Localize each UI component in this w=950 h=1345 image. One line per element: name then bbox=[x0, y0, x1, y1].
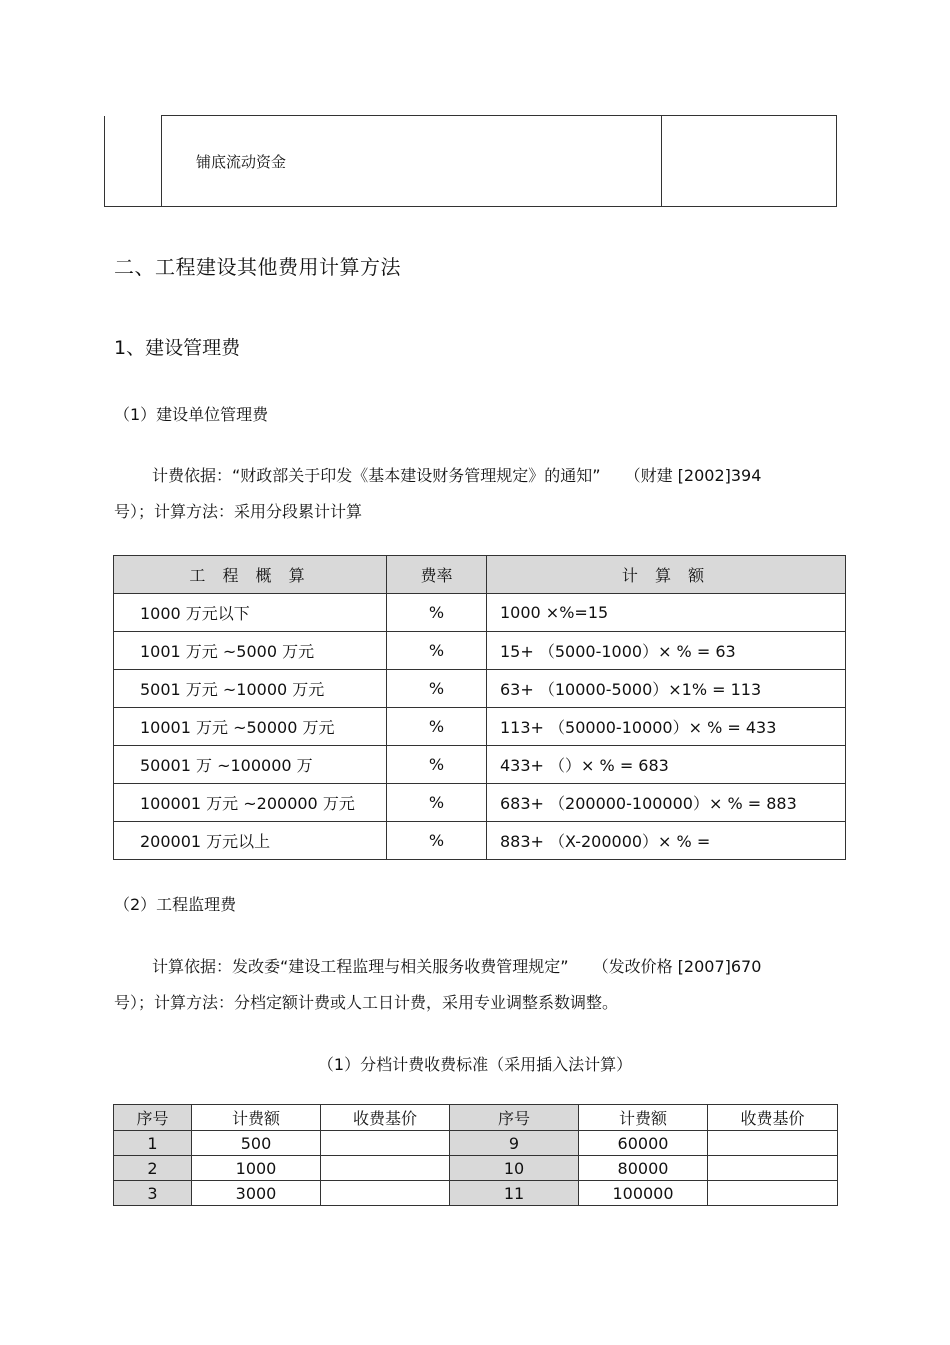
basis2-line2: 号）；计算方法：分档定额计费或人工日计费，采用专业调整系数调整。 bbox=[114, 993, 619, 1012]
fee-base bbox=[321, 1156, 450, 1181]
rate-amount: 433+ （）× % = 683 bbox=[487, 746, 846, 784]
rate-range: 50001 万 ~100000 万 bbox=[114, 746, 387, 784]
rate-value: % bbox=[387, 670, 487, 708]
rate-amount: 683+ （200000-100000）× % = 883 bbox=[487, 784, 846, 822]
fee-no: 1 bbox=[114, 1131, 192, 1156]
rate-value: % bbox=[387, 784, 487, 822]
fee-header-base: 收费基价 bbox=[321, 1105, 450, 1131]
table-row bbox=[114, 822, 846, 860]
fee-no: 11 bbox=[450, 1181, 579, 1206]
basis2-paragraph bbox=[114, 949, 834, 1021]
rate-amount: 113+ （50000-10000）× % = 433 bbox=[487, 708, 846, 746]
table-row bbox=[114, 784, 846, 822]
top-table-label-cell bbox=[162, 116, 662, 207]
sub1-title: （1）建设单位管理费 bbox=[114, 405, 269, 424]
rate-header-rate: 费率 bbox=[387, 556, 487, 594]
fee-header-no: 序号 bbox=[450, 1105, 579, 1131]
fee-base bbox=[321, 1181, 450, 1206]
rate-value: % bbox=[387, 822, 487, 860]
fee-header-base: 收费基价 bbox=[708, 1105, 838, 1131]
rate-range: 1000 万元以下 bbox=[114, 594, 387, 632]
fee-header-amount: 计费额 bbox=[192, 1105, 321, 1131]
top-table-index-cell bbox=[105, 116, 162, 207]
fee-base bbox=[708, 1131, 838, 1156]
section2-title: 二、工程建设其他费用计算方法 bbox=[114, 255, 401, 279]
rate-amount: 1000 ×%=15 bbox=[487, 594, 846, 632]
table-row bbox=[114, 594, 846, 632]
fee-base bbox=[708, 1181, 838, 1206]
rate-range: 5001 万元 ~10000 万元 bbox=[114, 670, 387, 708]
fee-table-header-row bbox=[114, 1105, 838, 1131]
fee-no: 10 bbox=[450, 1156, 579, 1181]
rate-table-header-row bbox=[114, 556, 846, 594]
sub2-title: （2）工程监理费 bbox=[114, 895, 237, 914]
rate-table bbox=[113, 555, 846, 860]
rate-range: 10001 万元 ~50000 万元 bbox=[114, 708, 387, 746]
table-row bbox=[114, 1131, 838, 1156]
table-row bbox=[114, 746, 846, 784]
rate-amount: 883+ （X-200000）× % = bbox=[487, 822, 846, 860]
fee-table bbox=[113, 1104, 838, 1206]
fee-amount: 500 bbox=[192, 1131, 321, 1156]
fee-amount: 60000 bbox=[579, 1131, 708, 1156]
fee-no: 2 bbox=[114, 1156, 192, 1181]
rate-value: % bbox=[387, 632, 487, 670]
table-row bbox=[114, 1181, 838, 1206]
rate-range: 1001 万元 ~5000 万元 bbox=[114, 632, 387, 670]
fee-no: 9 bbox=[450, 1131, 579, 1156]
rate-value: % bbox=[387, 708, 487, 746]
basis2-line1: 计算依据：发改委“建设工程监理与相关服务收费管理规定” （发改价格 [2007]670 bbox=[152, 957, 762, 976]
rate-range: 200001 万元以上 bbox=[114, 822, 387, 860]
table-row bbox=[114, 1156, 838, 1181]
item1-title: 1、建设管理费 bbox=[114, 337, 241, 359]
basis1-paragraph bbox=[114, 458, 834, 530]
rate-header-amount: 计 算 额 bbox=[487, 556, 846, 594]
fee-no: 3 bbox=[114, 1181, 192, 1206]
fee-table-caption: （1）分档计费收费标准（采用插入法计算） bbox=[317, 1055, 633, 1074]
basis1-line2: 号）；计算方法：采用分段累计计算 bbox=[114, 502, 363, 521]
fee-amount: 1000 bbox=[192, 1156, 321, 1181]
rate-value: % bbox=[387, 746, 487, 784]
fee-amount: 80000 bbox=[579, 1156, 708, 1181]
fee-amount: 100000 bbox=[579, 1181, 708, 1206]
fee-amount: 3000 bbox=[192, 1181, 321, 1206]
table-row bbox=[114, 708, 846, 746]
fee-base bbox=[708, 1156, 838, 1181]
table-row bbox=[114, 670, 846, 708]
rate-range: 100001 万元 ~200000 万元 bbox=[114, 784, 387, 822]
rate-header-range: 工 程 概 算 bbox=[114, 556, 387, 594]
fee-base bbox=[321, 1131, 450, 1156]
top-table-value-cell bbox=[662, 116, 837, 207]
rate-value: % bbox=[387, 594, 487, 632]
basis1-line1: 计费依据：“财政部关于印发《基本建设财务管理规定》的通知” （财建 [2002]394 bbox=[152, 466, 762, 485]
top-table-label: 铺底流动资金 bbox=[196, 152, 287, 171]
rate-amount: 15+ （5000-1000）× % = 63 bbox=[487, 632, 846, 670]
table-row bbox=[114, 632, 846, 670]
rate-amount: 63+ （10000-5000）×1% = 113 bbox=[487, 670, 846, 708]
top-continuation-table bbox=[104, 115, 837, 207]
fee-header-no: 序号 bbox=[114, 1105, 192, 1131]
fee-header-amount: 计费额 bbox=[579, 1105, 708, 1131]
